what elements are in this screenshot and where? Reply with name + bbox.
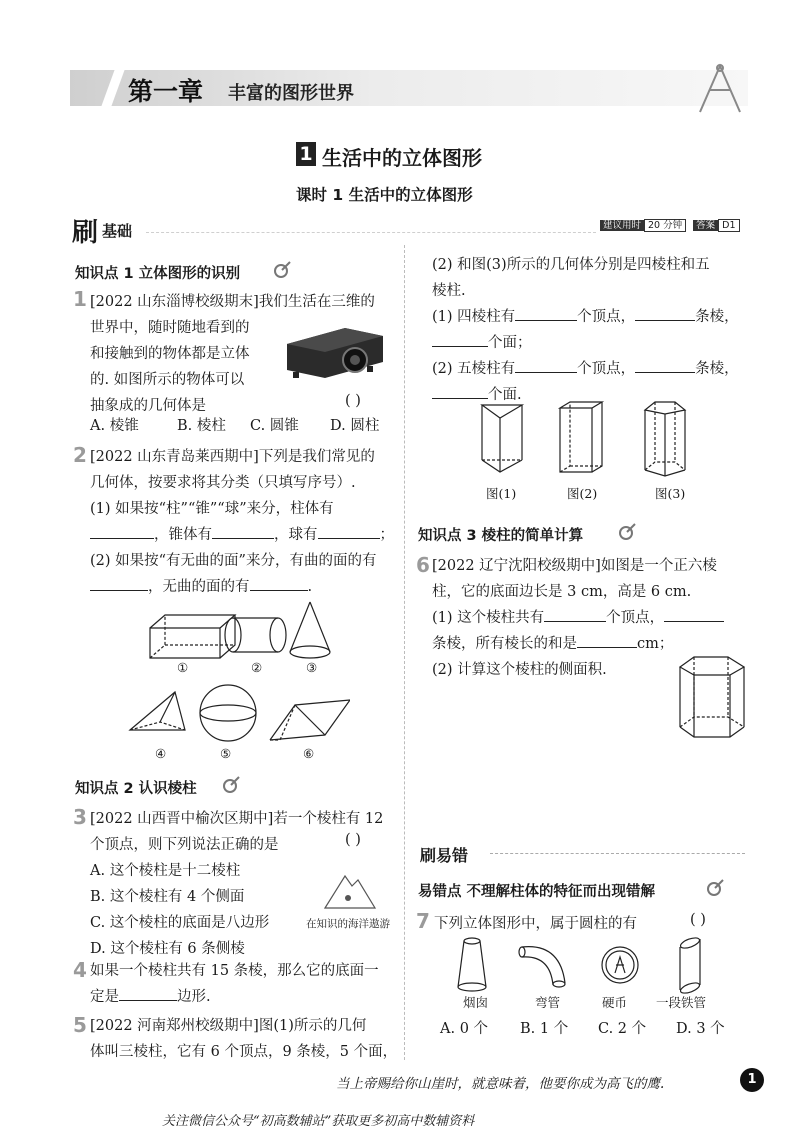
q2-line: 几何体，按要求将其分类（只填写序号）. xyxy=(90,475,356,491)
q6-line: (2) 计算这个棱柱的侧面积. xyxy=(432,662,607,678)
q4-text: 边形. xyxy=(177,989,211,1005)
q3-line: 个顶点，则下列说法正确的是 xyxy=(90,837,279,853)
blank xyxy=(577,633,637,648)
q1-line: 的. 如图所示的物体可以 xyxy=(90,372,245,388)
prisms-figure xyxy=(470,400,700,480)
q2-text: ，无曲的面的有 xyxy=(148,579,250,595)
question-7-number: 7 xyxy=(416,909,430,933)
q5r-text: 条棱， xyxy=(695,309,739,325)
pencil-icon xyxy=(706,879,724,897)
q5r-text: (2) 五棱柱有 xyxy=(432,361,516,377)
blank xyxy=(432,332,488,347)
chapter-label: 第一章 xyxy=(128,77,204,106)
figure-3-caption: 图(3) xyxy=(655,486,686,501)
time-value: 20 分钟 xyxy=(644,219,686,232)
q7-item-2: 弯管 xyxy=(535,995,561,1010)
chapter-title: 丰富的图形世界 xyxy=(228,83,354,104)
figure-2-caption: 图(2) xyxy=(567,486,598,501)
blank xyxy=(212,524,274,539)
answer-label: 答案 xyxy=(693,220,718,231)
q6-line: [2022 辽宁沈阳校级期中]如图是一个正六棱 xyxy=(432,558,717,574)
q7-item-1: 烟囱 xyxy=(463,995,489,1010)
q4-line: 如果一个棱柱共有 15 条棱，那么它的底面一 xyxy=(90,963,379,979)
compass-icon xyxy=(690,60,750,115)
q7-objects-figure xyxy=(440,935,730,995)
question-1-number: 1 xyxy=(73,287,87,311)
q2-label-3: ③ xyxy=(306,660,318,675)
q7-answer-paren: ( ) xyxy=(690,912,706,928)
q5r-text: 个面； xyxy=(488,335,532,351)
time-label: 建议用时 xyxy=(600,220,644,231)
shua-mark: 刷 xyxy=(72,218,99,248)
pencil-icon xyxy=(273,261,291,279)
q1-line: 和接触到的物体都是立体 xyxy=(90,346,250,362)
q3-option-c: C. 这个棱柱的底面是八边形 xyxy=(90,915,270,931)
q1-option-c: C. 圆锥 xyxy=(250,418,299,434)
q2-label-1: ① xyxy=(177,660,189,675)
q2-label-5: ⑤ xyxy=(220,746,232,761)
q5r-text: 个顶点， xyxy=(577,361,636,377)
q5-line: [2022 河南郑州校级期中]图(1)所示的几何 xyxy=(90,1018,367,1034)
q3-line: [2022 山西晋中榆次区期中]若一个棱柱有 12 xyxy=(90,811,384,827)
blank xyxy=(432,384,488,399)
blank xyxy=(119,986,177,1001)
q7-text: 下列立体图形中，属于圆柱的有 xyxy=(434,916,637,932)
blank xyxy=(515,358,577,373)
blank xyxy=(318,524,380,539)
q2-label-4: ④ xyxy=(155,746,167,761)
column-divider xyxy=(404,245,405,1060)
q5r-text: 条棱， xyxy=(695,361,739,377)
lesson-title: 课时 1 生活中的立体图形 xyxy=(296,186,473,204)
q7-option-d: D. 3 个 xyxy=(676,1021,725,1037)
q3-answer-paren: ( ) xyxy=(345,832,361,848)
q2-line: (1) 如果按“柱”“锥”“球”来分，柱体有 xyxy=(90,501,334,517)
question-6-number: 6 xyxy=(416,553,430,577)
question-5-continued xyxy=(432,252,752,408)
blank xyxy=(90,576,148,591)
shua-label: 基础 xyxy=(102,222,133,240)
question-5-number: 5 xyxy=(73,1013,87,1037)
q5-line: 体叫三棱柱，它有 6 个顶点，9 条棱，5 个面， xyxy=(90,1044,398,1060)
time-badge xyxy=(600,219,740,233)
q2-label-6: ⑥ xyxy=(303,746,315,761)
q1-line: 抽象成的几何体是 xyxy=(90,398,206,414)
q3-option-d: D. 这个棱柱有 6 条侧棱 xyxy=(90,941,245,957)
pencil-icon xyxy=(618,523,636,541)
q2-text: ，球有 xyxy=(274,527,318,543)
question-2 xyxy=(90,444,400,600)
mountain-sticker-image xyxy=(320,868,380,910)
question-5 xyxy=(90,1013,400,1065)
q7-item-3: 硬币 xyxy=(602,995,628,1010)
q1-line: [2022 山东淄博校级期末]我们生活在三维的 xyxy=(90,294,375,310)
q2-line: (2) 如果按“有无曲的面”来分，有曲的面的有 xyxy=(90,553,377,569)
q7-option-c: C. 2 个 xyxy=(598,1021,647,1037)
q6-text: 条棱，所有棱长的和是 xyxy=(432,636,577,652)
q5r-text: (1) 四棱柱有 xyxy=(432,309,516,325)
q6-text: cm； xyxy=(637,636,674,652)
question-4 xyxy=(90,958,400,1010)
q2-text: . xyxy=(307,579,313,595)
projector-image xyxy=(283,322,386,384)
q5r-text: 个顶点， xyxy=(577,309,636,325)
section-number-box xyxy=(296,142,316,166)
footer-quote: 当上帝赐给你山崖时，就意味着，他要你成为高飞的鹰. xyxy=(336,1076,665,1092)
page-number-text: 1 xyxy=(747,1072,757,1087)
knowledge-point-3-title: 知识点 3 棱柱的简单计算 xyxy=(418,528,584,544)
section-title: 生活中的立体图形 xyxy=(322,146,482,170)
blank xyxy=(90,524,154,539)
q1-line: 世界中，随时随地看到的 xyxy=(90,320,250,336)
question-2-number: 2 xyxy=(73,443,87,467)
pencil-icon xyxy=(222,776,240,794)
yicuo-mark: 刷易错 xyxy=(420,846,469,865)
answer-value: D1 xyxy=(718,219,739,232)
q5r-line: (2) 和图(3)所示的几何体分别是四棱柱和五 xyxy=(432,257,710,273)
q2-text: ，锥体有 xyxy=(154,527,212,543)
q2-text: ； xyxy=(379,527,394,543)
q6-text: (1) 这个棱柱共有 xyxy=(432,610,545,626)
page-number xyxy=(740,1068,764,1092)
question-3-number: 3 xyxy=(73,805,87,829)
question-4-number: 4 xyxy=(73,958,87,982)
blank xyxy=(635,358,695,373)
sticker-caption: 在知识的海洋遨游 xyxy=(306,918,390,930)
blank xyxy=(664,607,724,622)
yicuo-divider xyxy=(490,853,745,854)
q2-label-2: ② xyxy=(251,660,263,675)
hexagonal-prism-figure xyxy=(672,655,752,745)
footer-promo: 关注微信公众号“初高数辅站”获取更多初高中数辅资料 xyxy=(162,1114,475,1129)
q1-option-b: B. 棱柱 xyxy=(177,418,226,434)
q3-option-b: B. 这个棱柱有 4 个侧面 xyxy=(90,889,245,905)
shua-divider xyxy=(146,232,596,233)
q3-option-a: A. 这个棱柱是十二棱柱 xyxy=(90,863,241,879)
yicuo-point-title: 易错点 不理解柱体的特征而出现错解 xyxy=(418,884,656,900)
blank xyxy=(250,576,308,591)
knowledge-point-2-title: 知识点 2 认识棱柱 xyxy=(75,781,197,797)
blank xyxy=(515,306,577,321)
q5r-text: 个面. xyxy=(488,387,522,403)
figure-1-caption: 图(1) xyxy=(486,486,517,501)
q1-option-d: D. 圆柱 xyxy=(330,418,380,434)
q4-text: 定是 xyxy=(90,989,119,1005)
q1-answer-paren: ( ) xyxy=(345,393,361,409)
blank xyxy=(635,306,695,321)
q7-option-a: A. 0 个 xyxy=(440,1021,489,1037)
q1-option-a: A. 棱锥 xyxy=(90,418,139,434)
q6-line: 柱，它的底面边长是 3 cm，高是 6 cm. xyxy=(432,584,692,600)
blank xyxy=(544,607,606,622)
knowledge-point-1-title: 知识点 1 立体图形的识别 xyxy=(75,266,241,282)
q7-item-4: 一段铁管 xyxy=(656,995,707,1010)
q6-text: 个顶点， xyxy=(606,610,665,626)
q2-solids-figure xyxy=(120,600,350,770)
q5r-line: 棱柱. xyxy=(432,283,466,299)
section-number: 1 xyxy=(299,143,313,165)
q7-option-b: B. 1 个 xyxy=(520,1021,569,1037)
q2-line: [2022 山东青岛莱西期中]下列是我们常见的 xyxy=(90,449,375,465)
